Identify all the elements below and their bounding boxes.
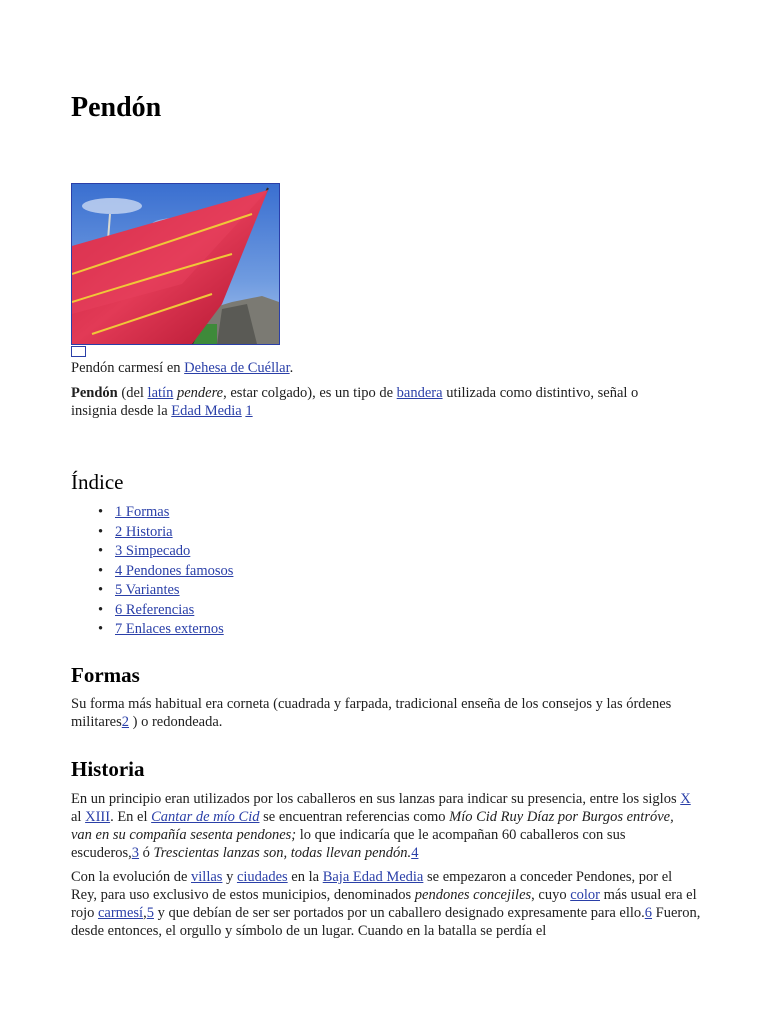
caption-end: . xyxy=(289,360,294,376)
toc-item xyxy=(71,562,233,582)
pendon-photo[interactable] xyxy=(71,183,280,345)
intro-paragraph xyxy=(71,384,681,420)
historia-quote-2: Trescientas lanzas son, todas llevan pendón. xyxy=(153,845,412,861)
toc-heading: Índice xyxy=(71,470,124,494)
historia-text: al xyxy=(71,809,86,825)
historia-text: , cuyo xyxy=(531,887,571,903)
toc-link-variantes[interactable]: 5 Variantes xyxy=(115,582,180,598)
link-siglo-xiii[interactable]: XIII xyxy=(85,809,111,825)
toc-link-enlaces-externos[interactable]: 7 Enlaces externos xyxy=(115,621,224,637)
toc-item xyxy=(71,503,233,523)
link-villas[interactable]: villas xyxy=(191,869,223,885)
caption-text: Pendón carmesí en xyxy=(71,360,185,376)
historia-text: En un principio eran utilizados por los caballeros en sus lanzas para indicar su presencia, entre los siglos xyxy=(71,791,681,807)
historia-text: más usual era el rojo xyxy=(71,887,697,921)
toc-item xyxy=(71,523,233,543)
toc-link-historia[interactable]: 2 Historia xyxy=(115,523,173,540)
historia-text: Fueron, desde entonces, el orgullo y símbolo de un lugar. Cuando en la batalla se perdía el xyxy=(71,905,701,939)
link-edad-media[interactable]: Edad Media xyxy=(171,403,242,419)
historia-text: , xyxy=(143,905,147,921)
toc-item xyxy=(71,620,233,640)
link-cantar-de-mio-cid[interactable]: Cantar de mío Cid xyxy=(151,809,260,825)
toc-link-simpecado[interactable]: 3 Simpecado xyxy=(115,543,191,559)
enlarge-icon[interactable] xyxy=(71,346,86,357)
historia-text: y xyxy=(222,869,237,885)
link-siglo-x[interactable]: X xyxy=(680,791,691,807)
historia-text: lo que indicaría que le acompañan 60 caballeros con sus escuderos, xyxy=(71,827,626,861)
toc-link-formas[interactable]: 1 Formas xyxy=(115,504,170,520)
intro-text: , estar colgado), es un tipo de xyxy=(223,385,397,401)
formas-paragraph xyxy=(71,695,701,731)
formas-text: ) o redondeada. xyxy=(129,714,223,730)
toc-link-referencias[interactable]: 6 Referencias xyxy=(115,601,195,618)
toc-link-pendones-famosos[interactable]: 4 Pendones famosos xyxy=(115,562,234,579)
link-color[interactable]: color xyxy=(570,887,601,903)
section-heading-historia: Historia xyxy=(71,757,145,781)
toc-item xyxy=(71,601,233,621)
ref-link-3[interactable]: 3 xyxy=(131,845,140,861)
figure-caption xyxy=(71,359,293,377)
historia-text: Con la evolución de xyxy=(71,869,192,885)
historia-text: se empezaron a conceder Pendones, por el Rey, para uso exclusivo de estos municipios, denominados xyxy=(71,869,673,903)
historia-term: pendones concejiles xyxy=(414,887,532,903)
toc-item xyxy=(71,542,233,562)
historia-text: ó xyxy=(139,845,154,861)
historia-text: y que debían de ser ser portados por un caballero designado expresamente para ello. xyxy=(153,905,645,921)
ref-link-4[interactable]: 4 xyxy=(411,845,419,861)
table-of-contents xyxy=(71,503,233,640)
historia-quote-1: Mío Cid Ruy Díaz por Burgos entróve, van en su compañía sesenta pendones; xyxy=(71,809,674,843)
link-dehesa-de-cuellar[interactable]: Dehesa de Cuéllar xyxy=(184,360,290,376)
toc-item xyxy=(71,581,233,601)
historia-text: . En el xyxy=(110,809,152,825)
historia-text: se encuentran referencias como xyxy=(259,809,450,825)
ref-link-2[interactable]: 2 xyxy=(121,714,129,730)
historia-text: en la xyxy=(287,869,323,885)
ref-link-6[interactable]: 6 xyxy=(644,905,653,921)
intro-term: Pendón xyxy=(71,385,118,401)
ref-link-5[interactable]: 5 xyxy=(146,905,154,921)
intro-word: pendere xyxy=(176,385,224,401)
intro-text: utilizada como distintivo, señal o insignia desde la xyxy=(71,385,639,419)
intro-text: (del xyxy=(117,385,148,401)
link-ciudades[interactable]: ciudades xyxy=(236,869,288,885)
historia-paragraph-1 xyxy=(71,790,691,862)
link-latin[interactable]: latín xyxy=(147,385,174,401)
link-carmesi[interactable]: carmesí xyxy=(97,905,144,921)
link-bandera[interactable]: bandera xyxy=(396,385,443,401)
section-heading-formas: Formas xyxy=(71,663,140,687)
page-title: Pendón xyxy=(71,92,162,123)
ref-link-1[interactable]: 1 xyxy=(245,403,253,419)
formas-text: Su forma más habitual era corneta (cuadrada y farpada, tradicional enseña de los consejos y las órdenes militares xyxy=(71,696,672,730)
link-baja-edad-media[interactable]: Baja Edad Media xyxy=(322,869,424,885)
historia-paragraph-2 xyxy=(71,868,701,940)
